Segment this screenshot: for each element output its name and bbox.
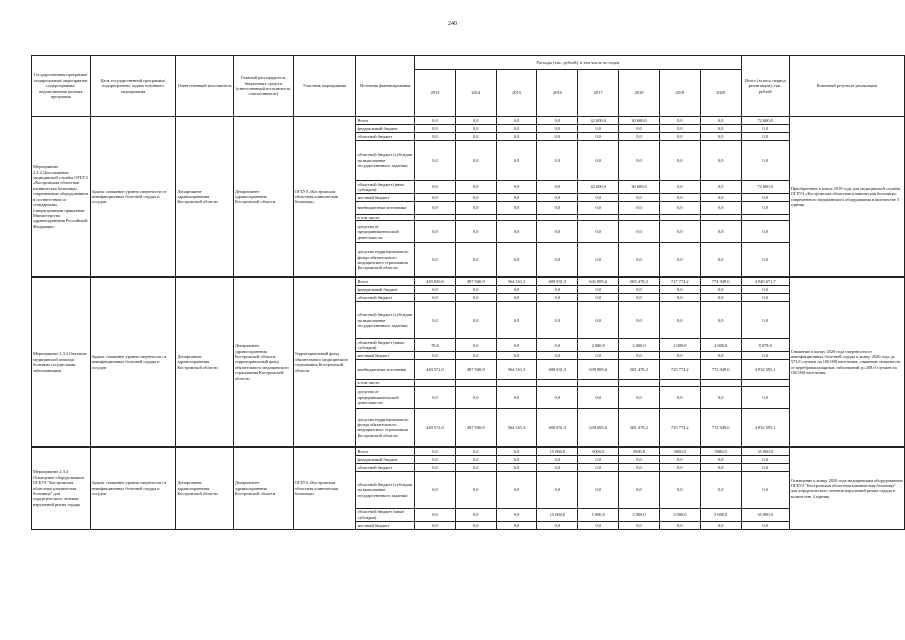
source-cell: федеральный бюджет — [356, 286, 415, 294]
value-cell: 0,0 — [700, 117, 741, 125]
value-cell: 0,0 — [578, 221, 619, 243]
program-cell: Мероприятие 2.3.2.Дооснащение медицинской службы ОГБУЗ «Костромская областная клиническая больница» современным оборудованием в соответствии со стандартами, утвержденными приказами Министерства здравоохранения Российской Федерации — [32, 117, 91, 277]
value-cell: 564 161,3 — [496, 360, 537, 380]
value-cell: 0,0 — [455, 133, 496, 141]
source-cell: областной бюджет (иные субсидии) — [356, 339, 415, 352]
value-cell: 0,0 — [496, 302, 537, 339]
value-cell: 0,0 — [415, 194, 456, 202]
participant-cell: Территориальный фонд обязательного медицинского страхования Костромской области — [293, 278, 356, 446]
source-cell: средства от предпринимательской деятельности — [356, 386, 415, 408]
table-row — [32, 117, 905, 125]
value-cell: 15 000,0 — [537, 447, 578, 455]
manager-cell: Департамент здравоохранения Костромской области, территориальный фонд обязательного медицинского страхования Костромской области — [233, 278, 293, 446]
value-cell: 0,0 — [537, 181, 578, 194]
value-cell: 0,0 — [537, 243, 578, 277]
value-cell: 0,0 — [415, 133, 456, 141]
value-cell: 0,0 — [619, 286, 660, 294]
header-manager: Главный распорядитель бюджетных средств (ответственный исполнитель/ соисполнитель) — [233, 56, 293, 117]
total-cell: 0,0 — [741, 302, 789, 339]
header-total: Итого (за весь период реализации), тыс. рублей — [741, 56, 789, 117]
header-program: Государственная программа/подпрограмма/ мероприятие подпрограммы/ведомственная целевая программа — [32, 56, 91, 117]
value-cell: 0,0 — [537, 471, 578, 508]
source-cell: средства территориального фонда обязательного медицинского страхования Костромской области — [356, 408, 415, 446]
goal-cell: Задача: снижение уровня смертности от неинфекционных болезней сердца и сосудов — [90, 117, 176, 277]
value-cell: 0,0 — [537, 463, 578, 471]
value-cell: 0,0 — [700, 243, 741, 277]
value-cell: 5000,0 — [659, 447, 700, 455]
value-cell: 0,0 — [537, 286, 578, 294]
value-cell: 0,0 — [537, 221, 578, 243]
value-cell: 0,0 — [700, 352, 741, 360]
value-cell: 772 949,6 — [700, 360, 741, 380]
value-cell: 0,0 — [496, 508, 537, 521]
header-year: 2018 — [619, 70, 660, 117]
value-cell: 0,0 — [619, 352, 660, 360]
header-source: Источник финансирования — [356, 56, 415, 117]
value-cell: 0,0 — [619, 455, 660, 463]
value-cell: 0,0 — [455, 181, 496, 194]
source-cell: внебюджетные источники — [356, 202, 415, 215]
source-cell: местный бюджет — [356, 521, 415, 529]
value-cell: 0,0 — [578, 521, 619, 529]
source-cell: Всего — [356, 117, 415, 125]
source-cell: федеральный бюджет — [356, 125, 415, 133]
total-cell: 4 940 671,7 — [741, 278, 789, 286]
value-cell: 0,0 — [455, 521, 496, 529]
source-cell: средства от предпринимательской деятельности — [356, 221, 415, 243]
value-cell: 42 000,0 — [578, 117, 619, 125]
total-cell: 0,0 — [741, 194, 789, 202]
value-cell: 15 000,0 — [537, 508, 578, 521]
value-cell: 0,0 — [578, 302, 619, 339]
value-cell: 0,0 — [496, 221, 537, 243]
value-cell: 0,0 — [537, 133, 578, 141]
value-cell: 0,0 — [659, 463, 700, 471]
value-cell: 0,0 — [496, 181, 537, 194]
value-cell: 0,0 — [578, 243, 619, 277]
value-cell: 0,0 — [496, 386, 537, 408]
value-cell: 0,0 — [537, 117, 578, 125]
value-cell: 497 940,9 — [455, 278, 496, 286]
value-cell: 0,0 — [659, 386, 700, 408]
source-cell: областной бюджет — [356, 463, 415, 471]
total-cell: 0,0 — [741, 243, 789, 277]
value-cell: 0,0 — [659, 202, 700, 215]
header-year: 2016 — [537, 70, 578, 117]
value-cell: 0,0 — [659, 141, 700, 181]
header-year: 2015 — [496, 70, 537, 117]
value-cell: 0,0 — [537, 202, 578, 215]
value-cell: 0,0 — [496, 286, 537, 294]
value-cell: 0,0 — [700, 221, 741, 243]
total-cell: 0,0 — [741, 125, 789, 133]
total-cell: 35 000,0 — [741, 508, 789, 521]
total-cell: 0,0 — [741, 463, 789, 471]
value-cell: 0,0 — [455, 386, 496, 408]
total-cell: 0,0 — [741, 521, 789, 529]
value-cell: 0,0 — [455, 508, 496, 521]
value-cell: 0,0 — [578, 202, 619, 215]
header-year: 2013 — [415, 70, 456, 117]
value-cell: 0,0 — [619, 221, 660, 243]
value-cell: 0,0 — [455, 243, 496, 277]
source-cell: областной бюджет (иные субсидии) — [356, 181, 415, 194]
value-cell: 5000,0 — [619, 447, 660, 455]
value-cell: 449 572,0 — [415, 408, 456, 446]
value-cell: 0,0 — [537, 125, 578, 133]
value-cell: 0,0 — [455, 294, 496, 302]
value-cell: 0,0 — [496, 194, 537, 202]
value-cell: 0,0 — [537, 386, 578, 408]
source-cell: федеральный бюджет — [356, 455, 415, 463]
value-cell: 0,0 — [455, 339, 496, 352]
total-cell: 0,0 — [741, 294, 789, 302]
value-cell: 0,0 — [415, 521, 456, 529]
value-cell: 0,0 — [415, 286, 456, 294]
value-cell: 30 600,0 — [619, 181, 660, 194]
value-cell: 0,0 — [619, 141, 660, 181]
value-cell: 0,0 — [537, 294, 578, 302]
value-cell: 0,0 — [496, 463, 537, 471]
value-cell: 0,0 — [700, 302, 741, 339]
participant-cell: ОГБУЗ «Костромская областная клиническая больница» — [293, 117, 356, 277]
table-row — [32, 278, 905, 286]
value-cell: 0,0 — [455, 455, 496, 463]
value-cell: 0,0 — [415, 294, 456, 302]
header-year: 2020 — [700, 70, 741, 117]
value-cell: 5 000,0 — [659, 508, 700, 521]
value-cell: 0,0 — [700, 455, 741, 463]
source-cell: в том числе: — [356, 215, 415, 221]
header-year: 2019 — [659, 70, 700, 117]
value-cell: 449 572,0 — [415, 360, 456, 380]
value-cell: 0,0 — [578, 463, 619, 471]
value-cell: 0,0 — [537, 455, 578, 463]
total-cell: 8 078,6 — [741, 339, 789, 352]
value-cell: 683 478,2 — [619, 278, 660, 286]
value-cell: 0,0 — [415, 386, 456, 408]
value-cell: 0,0 — [455, 221, 496, 243]
value-cell: 0,0 — [496, 133, 537, 141]
header-year: 2017 — [578, 70, 619, 117]
value-cell: 0,0 — [455, 463, 496, 471]
value-cell: 0,0 — [619, 386, 660, 408]
value-cell: 0,0 — [659, 302, 700, 339]
value-cell: 0,0 — [578, 294, 619, 302]
value-cell: 0,0 — [619, 133, 660, 141]
value-cell: 0,0 — [659, 221, 700, 243]
value-cell: 681 478,2 — [619, 408, 660, 446]
value-cell: 0,0 — [415, 463, 456, 471]
value-cell: 0,0 — [578, 471, 619, 508]
value-cell: 0,0 — [659, 181, 700, 194]
value-cell: 0,0 — [415, 302, 456, 339]
value-cell: 5 000,0 — [700, 508, 741, 521]
total-cell: 0,0 — [741, 141, 789, 181]
source-cell: областной бюджет (субсидия на выполнение государственного задания) — [356, 302, 415, 339]
value-cell: 0,0 — [700, 181, 741, 194]
value-cell: 0,0 — [537, 352, 578, 360]
value-cell: 0,0 — [619, 202, 660, 215]
value-cell: 5000,0 — [700, 447, 741, 455]
total-cell: 72 600,0 — [741, 181, 789, 194]
value-cell: 725 774,2 — [659, 360, 700, 380]
total-cell: 0,0 — [741, 133, 789, 141]
value-cell: 0,0 — [496, 117, 537, 125]
total-cell: 0,0 — [741, 386, 789, 408]
value-cell: 0,0 — [496, 455, 537, 463]
value-cell: 0,0 — [415, 221, 456, 243]
value-cell: 0,0 — [415, 455, 456, 463]
value-cell: 0,0 — [578, 194, 619, 202]
value-cell: 0,0 — [496, 521, 537, 529]
value-cell: 2 000,0 — [700, 339, 741, 352]
total-cell: 4 932 593,1 — [741, 360, 789, 380]
total-cell: 0,0 — [741, 471, 789, 508]
value-cell: 0,0 — [415, 181, 456, 194]
header-year: 2014 — [455, 70, 496, 117]
value-cell: 0,0 — [700, 386, 741, 408]
value-cell: 0,0 — [415, 352, 456, 360]
value-cell: 0,0 — [455, 141, 496, 181]
value-cell: 639 885,6 — [578, 408, 619, 446]
value-cell: 0,0 — [659, 194, 700, 202]
value-cell: 0,0 — [537, 194, 578, 202]
value-cell: 639 885,6 — [578, 360, 619, 380]
value-cell: 449 650,6 — [415, 278, 456, 286]
program-cell: Мероприятие 2.3.3.Оказание медицинской помощи больным сосудистыми заболеваниями — [32, 278, 91, 446]
value-cell: 0,0 — [455, 302, 496, 339]
manager-cell: Департамент здравоохранения Костромской области — [233, 447, 293, 529]
value-cell: 2 000,0 — [619, 339, 660, 352]
value-cell: 497 940,9 — [455, 360, 496, 380]
value-cell: 681 478,2 — [619, 360, 660, 380]
value-cell: 0,0 — [415, 508, 456, 521]
value-cell: 0,0 — [578, 125, 619, 133]
value-cell: 0,0 — [415, 125, 456, 133]
value-cell: 0,0 — [415, 243, 456, 277]
value-cell: 0,0 — [700, 286, 741, 294]
value-cell: 725 774,2 — [659, 408, 700, 446]
value-cell: 0,0 — [659, 133, 700, 141]
value-cell: 0,0 — [455, 471, 496, 508]
value-cell: 0,0 — [496, 243, 537, 277]
total-cell: 35 000,0 — [741, 447, 789, 455]
value-cell: 5 000,0 — [578, 508, 619, 521]
value-cell: 0,0 — [537, 339, 578, 352]
value-cell: 0,0 — [619, 463, 660, 471]
value-cell: 497 940,9 — [455, 408, 496, 446]
value-cell: 0,0 — [455, 447, 496, 455]
value-cell: 0,0 — [619, 194, 660, 202]
total-cell: 72 600,0 — [741, 117, 789, 125]
value-cell: 0,0 — [455, 194, 496, 202]
value-cell: 0,0 — [659, 125, 700, 133]
source-cell: областной бюджет (иные субсидии) — [356, 508, 415, 521]
responsible-cell: Департамент здравоохранения Костромской области — [176, 447, 234, 529]
value-cell: 600 831,5 — [537, 360, 578, 380]
value-cell: 0,0 — [455, 352, 496, 360]
table-row — [32, 447, 905, 455]
result-cell: Оснащение к концу 2020 года медицинским оборудованием ОГБУЗ "Костромская областная клиническая больница" для хирургического лечения нарушений ритма сердца в количестве 4 единиц — [789, 447, 904, 529]
value-cell: 0,0 — [496, 125, 537, 133]
value-cell: 5000,0 — [578, 447, 619, 455]
value-cell: 0,0 — [659, 352, 700, 360]
value-cell: 0,0 — [619, 243, 660, 277]
source-cell: местный бюджет — [356, 194, 415, 202]
value-cell: 0,0 — [496, 471, 537, 508]
value-cell: 0,0 — [659, 471, 700, 508]
source-cell: областной бюджет (субсидия на выполнение государственного задания) — [356, 141, 415, 181]
value-cell: 0,0 — [496, 294, 537, 302]
source-cell: средства территориального фонда обязательного медицинского страхования Костромской области — [356, 243, 415, 277]
value-cell: 772 949,6 — [700, 408, 741, 446]
value-cell: 0,0 — [659, 521, 700, 529]
source-cell: Всего — [356, 278, 415, 286]
value-cell: 0,0 — [619, 471, 660, 508]
value-cell: 0,0 — [619, 294, 660, 302]
value-cell: 42 000,0 — [578, 181, 619, 194]
value-cell: 0,0 — [700, 521, 741, 529]
value-cell: 0,0 — [659, 455, 700, 463]
value-cell: 0,0 — [415, 202, 456, 215]
total-cell: 0,0 — [741, 221, 789, 243]
source-cell: местный бюджет — [356, 352, 415, 360]
value-cell: 600 831,5 — [537, 278, 578, 286]
header-responsible: Ответственный исполнитель — [176, 56, 234, 117]
source-cell: областной бюджет (субсидия на выполнение государственного задания) — [356, 471, 415, 508]
value-cell: 0,0 — [496, 447, 537, 455]
goal-cell: Задача: снижение уровня смертности от неинфекционных болезней сердца и сосудов — [90, 278, 176, 446]
value-cell: 0,0 — [700, 471, 741, 508]
value-cell: 0,0 — [455, 125, 496, 133]
value-cell: 0,0 — [700, 194, 741, 202]
value-cell: 78,6 — [415, 339, 456, 352]
value-cell: 0,0 — [537, 521, 578, 529]
source-cell: Всего — [356, 447, 415, 455]
value-cell: 0,0 — [455, 117, 496, 125]
source-cell: областной бюджет — [356, 294, 415, 302]
value-cell: 0,0 — [415, 117, 456, 125]
value-cell: 0,0 — [619, 125, 660, 133]
value-cell: 564 161,3 — [496, 408, 537, 446]
value-cell: 0,0 — [537, 302, 578, 339]
header-result: Конечный результат реализации — [789, 56, 904, 117]
manager-cell: Департамент здравоохранения Костромской области — [233, 117, 293, 277]
value-cell: 0,0 — [659, 294, 700, 302]
value-cell: 0,0 — [578, 386, 619, 408]
value-cell: 727 774,2 — [659, 278, 700, 286]
result-cell: Приобретение в конце 2018 года для медицинской службы ОГБУЗ «Костромская областная клиническая больница» современного медицинского оборудования в количестве 5 единиц — [789, 117, 904, 277]
value-cell: 2 000,0 — [578, 339, 619, 352]
value-cell: 0,0 — [537, 141, 578, 181]
source-cell: в том числе: — [356, 380, 415, 386]
value-cell: 0,0 — [700, 133, 741, 141]
value-cell: 0,0 — [415, 471, 456, 508]
page-number: 240 — [448, 21, 457, 27]
value-cell: 0,0 — [700, 202, 741, 215]
value-cell: 0,0 — [700, 294, 741, 302]
value-cell: 0,0 — [415, 141, 456, 181]
value-cell: 0,0 — [578, 133, 619, 141]
header-expenses: Расходы (тыс. рублей), в том числе по годам — [415, 56, 742, 70]
value-cell: 0,0 — [496, 141, 537, 181]
value-cell: 0,0 — [700, 463, 741, 471]
value-cell: 0,0 — [619, 302, 660, 339]
value-cell: 5 000,0 — [619, 508, 660, 521]
value-cell: 0,0 — [496, 352, 537, 360]
value-cell: 641 885,6 — [578, 278, 619, 286]
header-goal: Цель государственной программы/подпрограммы, задача основного мероприятия — [90, 56, 176, 117]
budget-table — [31, 55, 905, 530]
value-cell: 2 000,0 — [659, 339, 700, 352]
responsible-cell: Департамент здравоохранения Костромской области — [176, 278, 234, 446]
value-cell: 0,0 — [700, 125, 741, 133]
value-cell: 0,0 — [619, 521, 660, 529]
value-cell: 0,0 — [578, 141, 619, 181]
program-cell: Мероприятие 2.3.4 Оснащение оборудованием ОГБУЗ "Костромская областная клиническая больница" для хирургического лечения нарушений ритма сердца — [32, 447, 91, 529]
value-cell: 564 161,3 — [496, 278, 537, 286]
header-participant: Участник мероприятия — [293, 56, 356, 117]
source-cell: внебюджетные источники — [356, 360, 415, 380]
total-cell: 4 932 593,1 — [741, 408, 789, 446]
value-cell: 0,0 — [496, 339, 537, 352]
responsible-cell: Департамент здравоохранения Костромской области — [176, 117, 234, 277]
value-cell: 0,0 — [578, 455, 619, 463]
total-cell: 0,0 — [741, 455, 789, 463]
value-cell: 0,0 — [415, 447, 456, 455]
value-cell: 0,0 — [578, 286, 619, 294]
value-cell: 30 600,0 — [619, 117, 660, 125]
participant-cell: ОГБУЗ «Костромская областная клиническая больница» — [293, 447, 356, 529]
result-cell: Снижение к концу 2020 года смертности от неинфекционных болезней сердца к концу 2020 года до 573,8 случаев на 100 000 населения; снижение смертности от цереброваскулярных заболеваний до 208,0 случаев на 100 000 населения — [789, 278, 904, 446]
value-cell: 0,0 — [659, 117, 700, 125]
value-cell: 774 949,6 — [700, 278, 741, 286]
value-cell: 0,0 — [455, 286, 496, 294]
value-cell: 0,0 — [659, 286, 700, 294]
value-cell: 0,0 — [455, 202, 496, 215]
source-cell: областной бюджет — [356, 133, 415, 141]
total-cell: 0,0 — [741, 202, 789, 215]
total-cell: 0,0 — [741, 352, 789, 360]
value-cell: 0,0 — [578, 352, 619, 360]
value-cell: 0,0 — [659, 243, 700, 277]
total-cell: 0,0 — [741, 286, 789, 294]
goal-cell: Задача: снижение уровня смертности от неинфекционных болезней сердца и сосудов — [90, 447, 176, 529]
value-cell: 0,0 — [496, 202, 537, 215]
value-cell: 0,0 — [700, 141, 741, 181]
value-cell: 600 831,5 — [537, 408, 578, 446]
